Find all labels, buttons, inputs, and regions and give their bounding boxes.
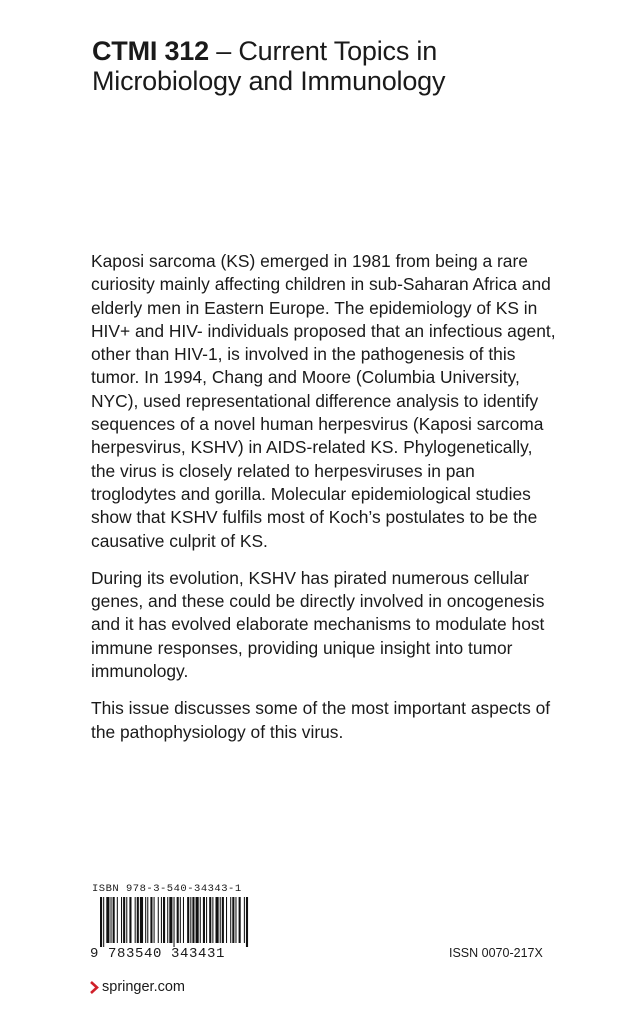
barcode-bar [154,897,155,943]
barcode-bar [140,897,143,943]
barcode-bar [135,897,136,943]
barcode-bar [177,897,179,943]
barcode-bar [111,897,112,943]
isbn-label: ISBN 978-3-540-34343-1 [92,883,242,895]
barcode-bar [200,897,201,943]
barcode-bar [232,897,234,943]
barcode-bar [137,897,139,943]
barcode-bar [161,897,162,943]
barcode-bar [187,897,189,943]
barcode-bar [174,897,175,947]
barcode-bar [244,897,245,943]
barcode-bar [126,897,127,943]
publisher-url: springer.com [102,979,186,995]
barcode-bar [222,897,224,943]
barcode-bar [216,897,219,943]
description-paragraph-2: During its evolution, KSHV has pirated numerous cellular genes, and these could be directly involved in oncogenesis and it has evolved elaborate mechanisms to modulate host immune responses, providing unique insight into tumor immunology. [91,567,545,682]
barcode-bar [230,897,231,943]
description-paragraph-1: Kaposi sarcoma (KS) emerged in 1981 from being a rare curiosity mainly affecting children in sub-Saharan Africa and elderly men in Eastern Europe. The epidemiology of KS in HIV+ and HIV- individuals proposed that an infectious agent, other than HIV-1, is involved in the pathogenesis of this tumor. In 1994, Chang and Moore (Columbia University, NYC), used representational difference analysis to identify sequences of a novel human herpesvirus (Kaposi sarcoma herpesvirus, KSHV) in AIDS-related KS. Phylogenetically, the virus is closely related to herpesviruses in pan troglodytes and gorilla. Molecular epidemiological studies show that KSHV fulfils most of Koch’s postulates to be the causative culprit of KS. [91,251,556,551]
barcode-bar [106,897,109,943]
barcode-bar [145,897,146,943]
barcode-bar [192,897,194,943]
barcode-bar [183,897,184,943]
publisher-link[interactable] [90,979,185,995]
barcode-bar [226,897,227,943]
chevron-right-icon [90,981,99,994]
barcode-bar [206,897,207,943]
barcode-bar [203,897,205,943]
isbn-barcode [90,883,260,963]
series-code: CTMI 312 [92,36,209,66]
barcode-bar [100,897,102,947]
barcode-bar [129,897,131,943]
barcode-bar [121,897,122,943]
barcode-bar [190,897,191,943]
barcode-bar [163,897,165,943]
series-title [92,36,612,96]
issn-label: ISSN 0070-217X [449,946,543,960]
barcode-bar [158,897,159,943]
barcode-bar [196,897,199,943]
barcode-bar [239,897,241,943]
barcode-bar [209,897,211,943]
barcode-bar [180,897,181,943]
barcode-bar [246,897,248,947]
description-paragraph-3: This issue discusses some of the most important aspects of the pathophysiology of this virus. [91,698,551,742]
ean-digits: 9 783540 343431 [90,946,226,962]
barcode-bars [100,897,250,947]
barcode-bar [113,897,115,943]
series-title-line1: – Current Topics in [208,36,438,66]
description-text [91,250,561,758]
barcode-bar [123,897,125,943]
barcode-bar [235,897,236,943]
barcode-bar [150,897,152,943]
barcode-bar [220,897,221,943]
barcode-bar [169,897,172,943]
barcode-bar [147,897,148,943]
series-title-line2: Microbiology and Immunology [92,66,446,96]
barcode-bar [167,897,168,943]
barcode-bar [103,897,104,947]
barcode-bar [212,897,213,943]
barcode-bar [117,897,118,943]
